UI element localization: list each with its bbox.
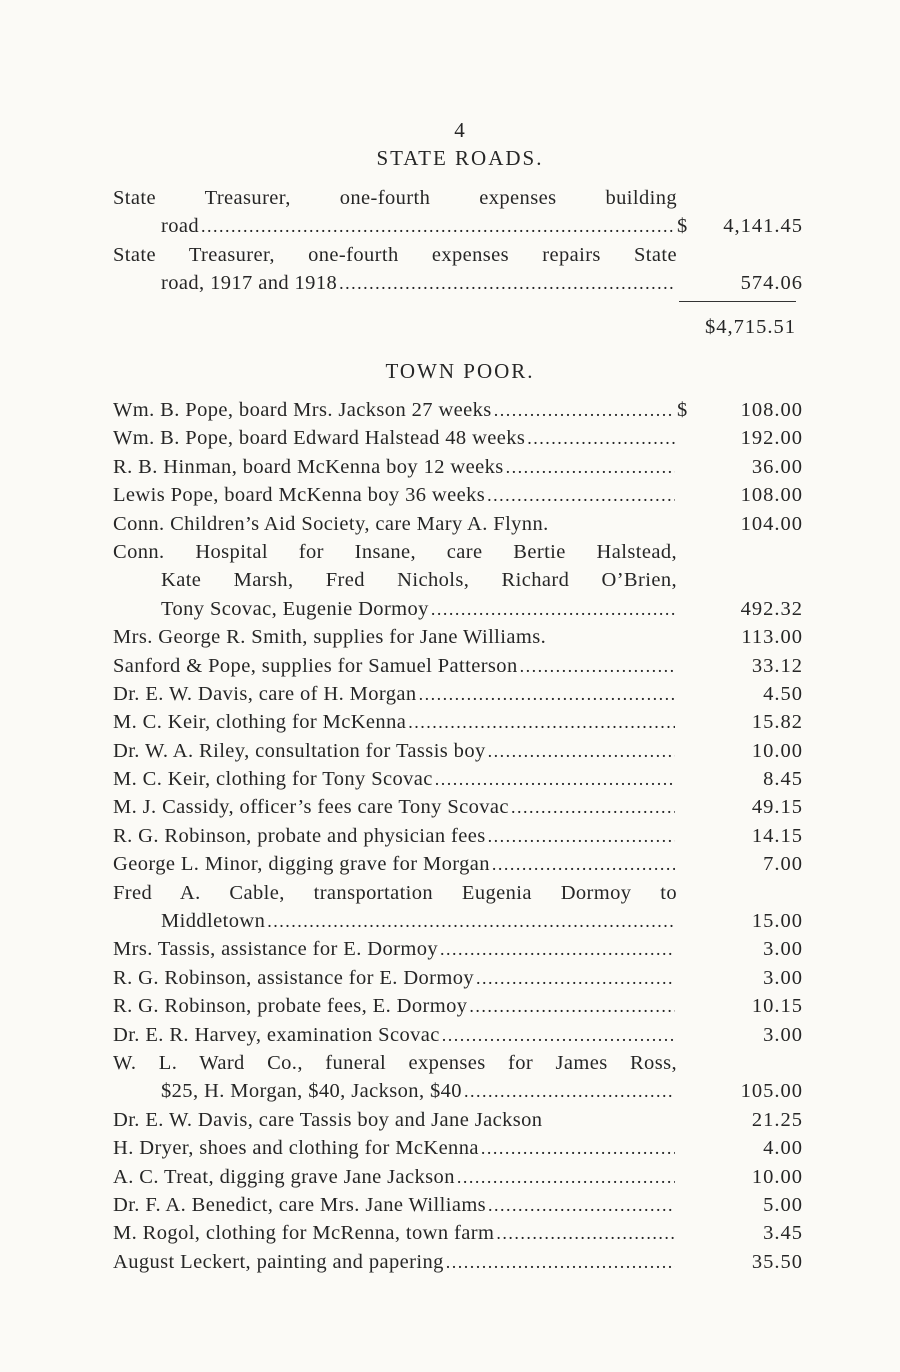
entry-text: Fred A. Cable, transportation Eugenia Dormoy to <box>113 881 677 904</box>
entry-text: August Leckert, painting and papering <box>113 1250 444 1273</box>
ledger-entry <box>113 1106 803 1134</box>
entry-line <box>113 935 803 963</box>
ledger-entry <box>113 822 803 850</box>
entry-amount: 105.00 <box>740 1080 803 1103</box>
entry-text: State Treasurer, one-fourth expenses repairs State <box>113 243 677 266</box>
entry-amount: 4.00 <box>763 1137 803 1160</box>
entry-line <box>113 510 803 538</box>
entry-amount: 21.25 <box>751 1108 803 1131</box>
entry-text: Wm. B. Pope, board Edward Halstead 48 weeks <box>113 427 526 450</box>
entry-line <box>113 595 803 623</box>
dot-leader <box>492 850 675 878</box>
entry-line <box>113 708 803 736</box>
dot-leader <box>496 1219 675 1247</box>
ledger-entry <box>113 623 803 651</box>
entry-text: Mrs. George R. Smith, supplies for Jane Williams. <box>113 626 547 649</box>
entry-text: H. Dryer, shoes and clothing for McKenna <box>113 1137 479 1160</box>
entry-text: Conn. Children’s Aid Society, care Mary A. Flynn. <box>113 512 549 535</box>
entry-amount: 108.00 <box>740 484 803 507</box>
entry-text: R. G. Robinson, probate and physician fees <box>113 824 486 847</box>
entry-amount: 14.15 <box>751 824 803 847</box>
entry-line <box>113 566 803 594</box>
ledger-entry <box>113 453 803 481</box>
entry-line <box>113 680 803 708</box>
entry-line <box>113 623 803 651</box>
entry-amount: 192.00 <box>740 427 803 450</box>
entry-text: Tony Scovac, Eugenie Dormoy <box>161 597 429 620</box>
entry-line <box>113 793 803 821</box>
entry-text: road, 1917 and 1918 <box>161 272 338 295</box>
entry-text: M. Rogol, clothing for McRenna, town farm <box>113 1222 495 1245</box>
entry-line <box>113 538 803 566</box>
entry-text: Sanford & Pope, supplies for Samuel Patterson <box>113 654 518 677</box>
entry-line <box>113 453 803 481</box>
entry-text: Middletown <box>161 910 266 933</box>
entry-text: M. C. Keir, clothing for Tony Scovac <box>113 768 433 791</box>
entry-line <box>113 822 803 850</box>
dot-leader <box>494 396 675 424</box>
town-poor-entries <box>113 396 803 1276</box>
dot-leader <box>419 680 675 708</box>
entry-amount: 15.00 <box>751 910 803 933</box>
ledger-entry <box>113 510 803 538</box>
dot-leader <box>201 212 675 240</box>
dot-leader <box>339 269 675 297</box>
dollar-sign: $ <box>677 399 688 421</box>
state-roads-total: $4,715.51 <box>705 316 796 338</box>
entry-line <box>113 269 803 297</box>
entry-line <box>113 184 803 212</box>
dot-leader <box>488 737 675 765</box>
dot-leader <box>267 907 675 935</box>
dot-leader <box>487 481 675 509</box>
section-heading-state-roads: STATE ROADS. <box>376 146 544 170</box>
ledger-entry <box>113 1163 803 1191</box>
entry-text: M. J. Cassidy, officer’s fees care Tony Scovac <box>113 796 509 819</box>
entry-line <box>113 1219 803 1247</box>
ledger-entry <box>113 708 803 736</box>
dot-leader <box>431 595 675 623</box>
entry-amount: 5.00 <box>763 1193 803 1216</box>
entry-line <box>113 737 803 765</box>
ledger-entry <box>113 1191 803 1219</box>
ledger-entry <box>113 765 803 793</box>
entry-amount: 3.00 <box>763 1023 803 1046</box>
dot-leader <box>446 1248 675 1276</box>
dot-leader <box>435 765 675 793</box>
entry-line <box>113 212 803 240</box>
dot-leader <box>511 793 675 821</box>
entry-text: A. C. Treat, digging grave Jane Jackson <box>113 1165 455 1188</box>
ledger-entry <box>113 1049 803 1106</box>
ledger-entry <box>113 184 803 241</box>
entry-line <box>113 1134 803 1162</box>
entry-line <box>113 1191 803 1219</box>
entry-text: George L. Minor, digging grave for Morgan <box>113 853 490 876</box>
ledger-entry <box>113 652 803 680</box>
entry-amount: 10.15 <box>751 995 803 1018</box>
entry-line <box>113 481 803 509</box>
dot-leader <box>527 424 675 452</box>
entry-amount: 33.12 <box>751 654 803 677</box>
entry-line <box>113 1106 803 1134</box>
ledger-entry <box>113 481 803 509</box>
ledger-entry <box>113 964 803 992</box>
entry-text: Mrs. Tassis, assistance for E. Dormoy <box>113 938 439 961</box>
dot-leader <box>520 652 675 680</box>
entry-text: Dr. W. A. Riley, consultation for Tassis boy <box>113 739 486 762</box>
entry-text: M. C. Keir, clothing for McKenna <box>113 711 407 734</box>
ledger-entry <box>113 1248 803 1276</box>
entry-line <box>113 1248 803 1276</box>
dot-leader <box>464 1077 675 1105</box>
entry-text: W. L. Ward Co., funeral expenses for James Ross, <box>113 1051 677 1074</box>
dot-leader <box>457 1163 675 1191</box>
entry-text: Dr. E. W. Davis, care Tassis boy and Jane Jackson <box>113 1108 543 1131</box>
entry-line <box>113 396 803 424</box>
dot-leader <box>488 1191 675 1219</box>
entry-amount: 10.00 <box>751 739 803 762</box>
entry-amount: 4,141.45 <box>723 215 803 238</box>
ledger-entry <box>113 1021 803 1049</box>
ledger-entry <box>113 680 803 708</box>
ledger-entry <box>113 396 803 424</box>
ledger-entry <box>113 1219 803 1247</box>
entry-text: Wm. B. Pope, board Mrs. Jackson 27 weeks <box>113 399 492 421</box>
entry-amount: 49.15 <box>751 796 803 819</box>
page-number: 4 <box>454 118 466 142</box>
total-rule <box>679 301 796 302</box>
dot-leader <box>440 935 675 963</box>
state-roads-entries <box>113 184 803 298</box>
entry-amount: 15.82 <box>751 711 803 734</box>
section-heading-town-poor: TOWN POOR. <box>385 359 535 383</box>
entry-amount: 10.00 <box>751 1165 803 1188</box>
entry-amount: 3.00 <box>763 938 803 961</box>
dot-leader <box>481 1134 675 1162</box>
ledger-entry <box>113 424 803 452</box>
entry-amount: 104.00 <box>740 512 803 535</box>
entry-amount: 4.50 <box>763 682 803 705</box>
entry-line <box>113 907 803 935</box>
ledger-entry <box>113 1134 803 1162</box>
entry-text: Dr. F. A. Benedict, care Mrs. Jane Williams <box>113 1193 487 1216</box>
entry-line <box>113 992 803 1020</box>
ledger-entry <box>113 737 803 765</box>
dollar-sign: $ <box>677 215 688 238</box>
entry-text: Lewis Pope, board McKenna boy 36 weeks <box>113 484 486 507</box>
entry-amount: 35.50 <box>751 1250 803 1273</box>
entry-amount: 113.00 <box>741 626 803 649</box>
entry-text: R. G. Robinson, probate fees, E. Dormoy <box>113 995 468 1018</box>
entry-text: State Treasurer, one-fourth expenses building <box>113 187 677 209</box>
dot-leader <box>506 453 675 481</box>
dot-leader <box>408 708 675 736</box>
entry-line <box>113 1163 803 1191</box>
entry-text: $25, H. Morgan, $40, Jackson, $40 <box>161 1080 462 1103</box>
entry-amount: 8.45 <box>763 768 803 791</box>
dot-leader <box>469 992 675 1020</box>
entry-amount: 3.45 <box>763 1222 803 1245</box>
entry-amount: 36.00 <box>751 455 803 478</box>
entry-text: Conn. Hospital for Insane, care Bertie Halstead, <box>113 540 677 563</box>
entry-text: Dr. E. W. Davis, care of H. Morgan <box>113 682 417 705</box>
entry-text: Kate Marsh, Fred Nichols, Richard O’Brien, <box>161 569 677 592</box>
ledger-entry <box>113 241 803 298</box>
dot-leader <box>476 964 675 992</box>
ledger-entry <box>113 992 803 1020</box>
entry-amount: 3.00 <box>763 966 803 989</box>
dot-leader <box>488 822 675 850</box>
entry-line <box>113 850 803 878</box>
entry-line <box>113 765 803 793</box>
ledger-entry <box>113 935 803 963</box>
entry-line <box>113 652 803 680</box>
entry-text: road <box>161 215 200 238</box>
entry-line <box>113 964 803 992</box>
ledger-entry <box>113 850 803 878</box>
entry-amount: 574.06 <box>740 272 803 295</box>
entry-text: R. G. Robinson, assistance for E. Dormoy <box>113 966 475 989</box>
dot-leader <box>442 1021 675 1049</box>
entry-line <box>113 1021 803 1049</box>
ledger-entry <box>113 793 803 821</box>
ledger-entry <box>113 879 803 936</box>
entry-text: Dr. E. R. Harvey, examination Scovac <box>113 1023 440 1046</box>
entry-amount: 7.00 <box>763 853 803 876</box>
ledger-entry <box>113 538 803 623</box>
entry-line <box>113 424 803 452</box>
entry-amount: 108.00 <box>740 399 803 421</box>
entry-text: R. B. Hinman, board McKenna boy 12 weeks <box>113 455 504 478</box>
entry-line <box>113 1049 803 1077</box>
entry-line <box>113 1077 803 1105</box>
entry-line <box>113 241 803 269</box>
entry-line <box>113 879 803 907</box>
entry-amount: 492.32 <box>740 597 803 620</box>
